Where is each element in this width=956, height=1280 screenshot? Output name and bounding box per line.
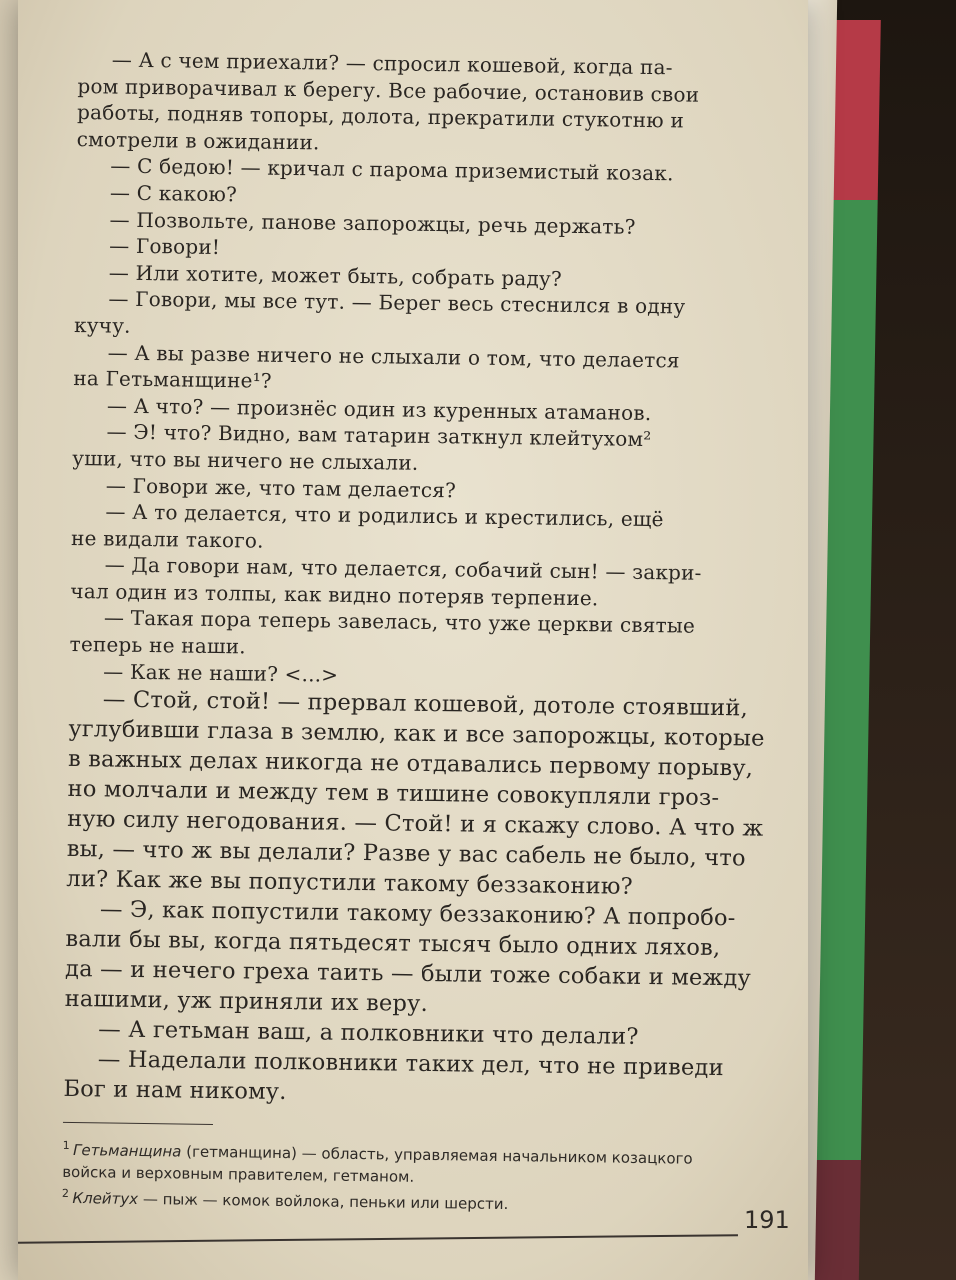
- text-line: — А вы разве ничего не слыхали о том, что делается: [107, 339, 680, 372]
- text-line: углубивши глаза в землю, как и все запорожцы, которые: [68, 716, 765, 752]
- bottom-rule: [18, 1234, 738, 1244]
- text-line: — Говори, мы все тут. — Берег весь стеснился в одну: [108, 286, 686, 319]
- text-line: — А с чем приехали? — спросил кошевой, когда па-: [111, 47, 673, 80]
- text-line: — Как не наши? <...>: [103, 659, 339, 687]
- footnotes: [62, 1135, 753, 1219]
- text-line: вы, — что ж вы делали? Разве у вас сабель не было, что: [66, 836, 746, 872]
- footnote-text: (гетманщина) — область, управляемая начальником козацкого: [181, 1142, 693, 1168]
- footnote-mark: 1: [62, 1139, 74, 1153]
- text-line: — Говори же, что там делается?: [105, 472, 457, 502]
- text-line: в важных делах никогда не отдавались первому порыву,: [67, 746, 754, 782]
- text-line: нашими, уж приняли их веру.: [64, 986, 429, 1018]
- text-line: ром приворачивал к берегу. Все рабочие, остановив свои: [77, 73, 700, 107]
- text-line: — А гетьман ваш, а полковники что делали?: [98, 1016, 639, 1051]
- text-line: — Э! что? Видно, вам татарин заткнул клейтухом²: [106, 419, 652, 452]
- text-line: — А то делается, что и родились и крестились, ещё: [105, 499, 664, 532]
- text-line: — Или хотите, может быть, собрать раду?: [108, 260, 563, 291]
- text-line: — Стой, стой! — прервал кошевой, дотоле стоявший,: [102, 686, 749, 722]
- text-line: вали бы вы, когда пятьдесят тысяч было одних ляхов,: [65, 926, 721, 962]
- page-text: [62, 46, 768, 1219]
- text-line: Бог и нам никому.: [63, 1076, 287, 1106]
- text-line: — Позвольте, панове запорожцы, речь держать?: [109, 207, 636, 239]
- text-line: ную силу негодования. — Стой! и я скажу слово. А что ж: [67, 806, 764, 842]
- text-line: смотрели в ожидании.: [76, 126, 320, 155]
- text-line: — Такая пора теперь завелась, что уже церкви святые: [103, 605, 696, 639]
- footnote-text: — пыж — комок войлока, пеньки или шерсти.: [137, 1190, 509, 1214]
- text-line: теперь не наши.: [69, 632, 246, 659]
- footnote-term: Гетьманщина: [72, 1141, 182, 1161]
- text-line: на Гетьманщине¹?: [73, 366, 272, 393]
- text-line: — Наделали полковники таких дел, что не приведи: [97, 1046, 724, 1082]
- text-line: чал один из толпы, как видно потеряв терпение.: [70, 578, 599, 611]
- text-line: не видали такого.: [70, 525, 264, 553]
- text-line: — Да говори нам, что делается, собачий сын! — закри-: [104, 552, 702, 586]
- text-line: кучу.: [73, 312, 131, 338]
- page-number: 191: [744, 1206, 790, 1234]
- footnote-term: Клейтух: [72, 1189, 139, 1209]
- text-line: ли? Как же вы попустили такому беззаконию?: [66, 866, 634, 901]
- text-line: уши, что вы ничего не слыхали.: [72, 445, 419, 475]
- text-line: работы, подняв топоры, долота, прекратили стукотню и: [76, 100, 685, 133]
- text-line: — А что? — произнёс один из куренных атаманов.: [106, 393, 652, 425]
- text-line: — С какою?: [109, 180, 238, 207]
- book-page: [18, 0, 808, 1280]
- footnote-rule: [63, 1122, 213, 1125]
- text-line: но молчали и между тем в тишине совокупляли гроз-: [67, 776, 720, 812]
- text-line: — Говори!: [109, 233, 221, 260]
- body-text: [63, 46, 768, 1114]
- footnote-text: войска и верховным правителем, гетманом.: [62, 1163, 415, 1187]
- text-line: — С бедою! — кричал с парома приземистый козак.: [110, 153, 674, 186]
- text-line: — Э, как попустили такому беззаконию? А попробо-: [99, 896, 736, 932]
- text-line: да — и нечего греха таить — были тоже собаки и между: [64, 956, 752, 992]
- footnote-mark: 2: [61, 1187, 73, 1201]
